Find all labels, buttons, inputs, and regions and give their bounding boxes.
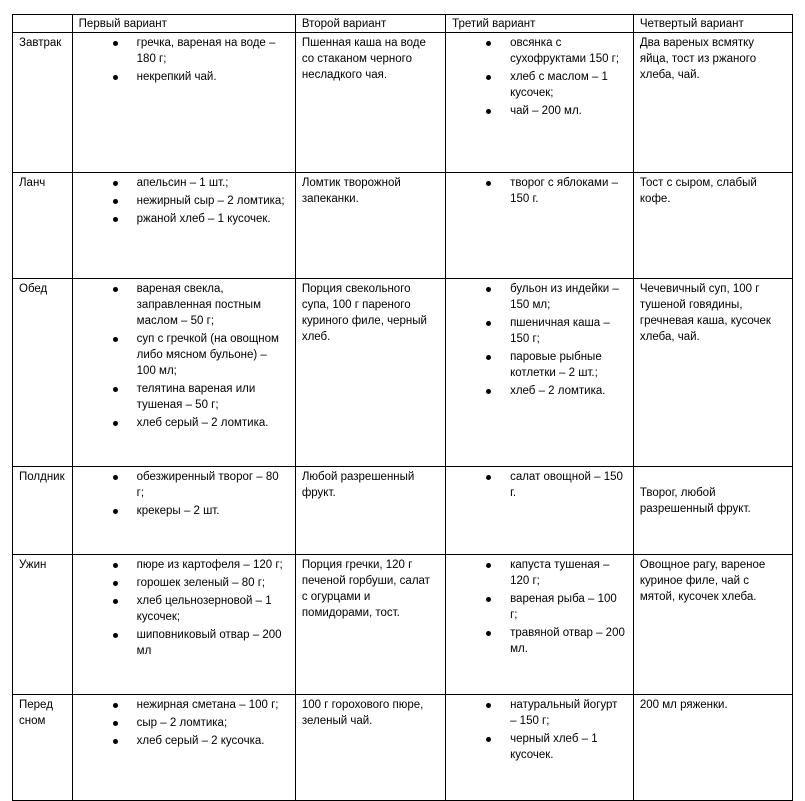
- variant-3-list: [452, 35, 625, 119]
- variant-4-text: Два вареных всмятку яйца, тост из ржаного хлеба, чай.: [639, 37, 757, 81]
- variant-1-list: [79, 697, 287, 749]
- header-cell-empty: [13, 15, 73, 33]
- variant-1-list: [79, 175, 287, 227]
- list-item: черный хлеб – 1 кусочек.: [510, 731, 625, 763]
- variant-2-cell: [295, 173, 445, 279]
- header-variant-1: Первый вариант: [72, 15, 295, 33]
- variant-4-cell: [633, 467, 792, 555]
- variant-2-cell: [295, 695, 445, 801]
- list-item: хлеб цельнозерновой – 1 кусочек;: [137, 593, 287, 625]
- list-item: пюре из картофеля – 120 г;: [137, 557, 287, 573]
- variant-4-cell: [633, 173, 792, 279]
- list-item: вареная рыба – 100 г;: [510, 591, 625, 623]
- variant-1-list: [79, 35, 287, 85]
- variant-4-cell: [633, 279, 792, 467]
- variant-2-text: Пшенная каша на воде со стаканом черного несладкого чая.: [301, 37, 426, 81]
- header-variant-3: Третий вариант: [446, 15, 634, 33]
- list-item: бульон из индейки – 150 мл;: [510, 281, 625, 313]
- variant-4-text: Тост с сыром, слабый кофе.: [639, 177, 757, 205]
- variant-1-cell: [72, 33, 295, 173]
- variant-2-text: Порция свекольного супа, 100 г пареного куриного филе, черный хлеб.: [301, 283, 427, 343]
- meal-name: Завтрак: [13, 33, 73, 173]
- variant-4-text: Овощное рагу, вареное куриное филе, чай с мятой, кусочек хлеба.: [639, 559, 766, 603]
- meal-name: Обед: [13, 279, 73, 467]
- diet-menu-table: [12, 14, 793, 801]
- variant-2-text: 100 г горохового пюре, зеленый чай.: [301, 699, 424, 727]
- list-item: овсянка с сухофруктами 150 г;: [510, 35, 625, 67]
- variant-3-cell: [446, 555, 634, 695]
- list-item: шиповниковый отвар – 200 мл: [137, 627, 287, 659]
- variant-4-cell: [633, 695, 792, 801]
- table-row-lunch: [13, 173, 793, 279]
- variant-4-cell: [633, 33, 792, 173]
- variant-3-cell: [446, 467, 634, 555]
- variant-1-cell: [72, 555, 295, 695]
- table-row-supper: [13, 555, 793, 695]
- variant-1-cell: [72, 279, 295, 467]
- variant-3-list: [452, 557, 625, 657]
- list-item: паровые рыбные котлетки – 2 шт.;: [510, 349, 625, 381]
- variant-4-text: Творог, любой разрешенный фрукт.: [639, 487, 751, 515]
- table-row-dinner: [13, 279, 793, 467]
- list-item: суп с гречкой (на овощном либо мясном бульоне) – 100 мл;: [137, 331, 287, 379]
- list-item: апельсин – 1 шт.;: [137, 175, 287, 191]
- variant-3-cell: [446, 279, 634, 467]
- variant-3-list: [452, 175, 625, 207]
- list-item: телятина вареная или тушеная – 50 г;: [137, 381, 287, 413]
- list-item: хлеб серый – 2 кусочка.: [137, 733, 287, 749]
- list-item: натуральный йогурт – 150 г;: [510, 697, 625, 729]
- variant-1-cell: [72, 173, 295, 279]
- variant-1-cell: [72, 467, 295, 555]
- variant-3-cell: [446, 695, 634, 801]
- variant-2-cell: [295, 555, 445, 695]
- list-item: чай – 200 мл.: [510, 103, 625, 119]
- header-variant-4: Четвертый вариант: [633, 15, 792, 33]
- list-item: хлеб серый – 2 ломтика.: [137, 415, 287, 431]
- variant-2-text: Порция гречки, 120 г печеной горбуши, салат с огурцами и помидорами, тост.: [301, 559, 430, 619]
- variant-4-text: 200 мл ряженки.: [639, 699, 728, 711]
- meal-name: Ланч: [13, 173, 73, 279]
- list-item: вареная свекла, заправленная постным маслом – 50 г;: [137, 281, 287, 329]
- list-item: салат овощной – 150 г.: [510, 471, 623, 499]
- variant-2-cell: [295, 467, 445, 555]
- list-item: нежирная сметана – 100 г;: [137, 697, 287, 713]
- variant-2-cell: [295, 279, 445, 467]
- list-item: пшеничная каша – 150 г;: [510, 315, 625, 347]
- variant-2-cell: [295, 33, 445, 173]
- meal-name: Ужин: [13, 555, 73, 695]
- variant-3-cell: [446, 33, 634, 173]
- variant-3-list: [452, 281, 625, 399]
- list-item: некрепкий чай.: [137, 69, 287, 85]
- meal-name: Полдник: [13, 467, 73, 555]
- variant-3-cell: [446, 173, 634, 279]
- variant-3-list: [452, 469, 625, 501]
- list-item: нежирный сыр – 2 ломтика;: [137, 193, 287, 209]
- list-item: сыр – 2 ломтика;: [137, 715, 287, 731]
- list-item: ржаной хлеб – 1 кусочек.: [137, 211, 287, 227]
- list-item: крекеры – 2 шт.: [137, 503, 287, 519]
- variant-3-list: [452, 697, 625, 763]
- variant-2-text: Ломтик творожной запеканки.: [301, 177, 401, 205]
- list-item: творог с яблоками – 150 г.: [510, 175, 625, 207]
- meal-name: Перед сном: [13, 695, 73, 801]
- list-item: обезжиренный творог – 80 г;: [137, 469, 287, 501]
- header-variant-2: Второй вариант: [295, 15, 445, 33]
- table-row-afternoon-snack: [13, 467, 793, 555]
- header-row: [13, 15, 793, 33]
- variant-1-list: [79, 469, 287, 519]
- list-item: травяной отвар – 200 мл.: [510, 627, 625, 655]
- list-item: горошек зеленый – 80 г;: [137, 575, 287, 591]
- table-row-before-sleep: [13, 695, 793, 801]
- variant-1-list: [79, 557, 287, 659]
- list-item: гречка, вареная на воде – 180 г;: [137, 35, 287, 67]
- table-row-breakfast: [13, 33, 793, 173]
- variant-1-list: [79, 281, 287, 431]
- variant-2-text: Любой разрешенный фрукт.: [301, 471, 415, 499]
- list-item: хлеб с маслом – 1 кусочек;: [510, 69, 625, 101]
- variant-1-cell: [72, 695, 295, 801]
- list-item: хлеб – 2 ломтика.: [510, 383, 625, 399]
- variant-4-text: Чечевичный суп, 100 г тушеной говядины, гречневая каша, кусочек хлеба, чай.: [639, 283, 771, 343]
- list-item: капуста тушеная – 120 г;: [510, 557, 625, 589]
- variant-4-cell: [633, 555, 792, 695]
